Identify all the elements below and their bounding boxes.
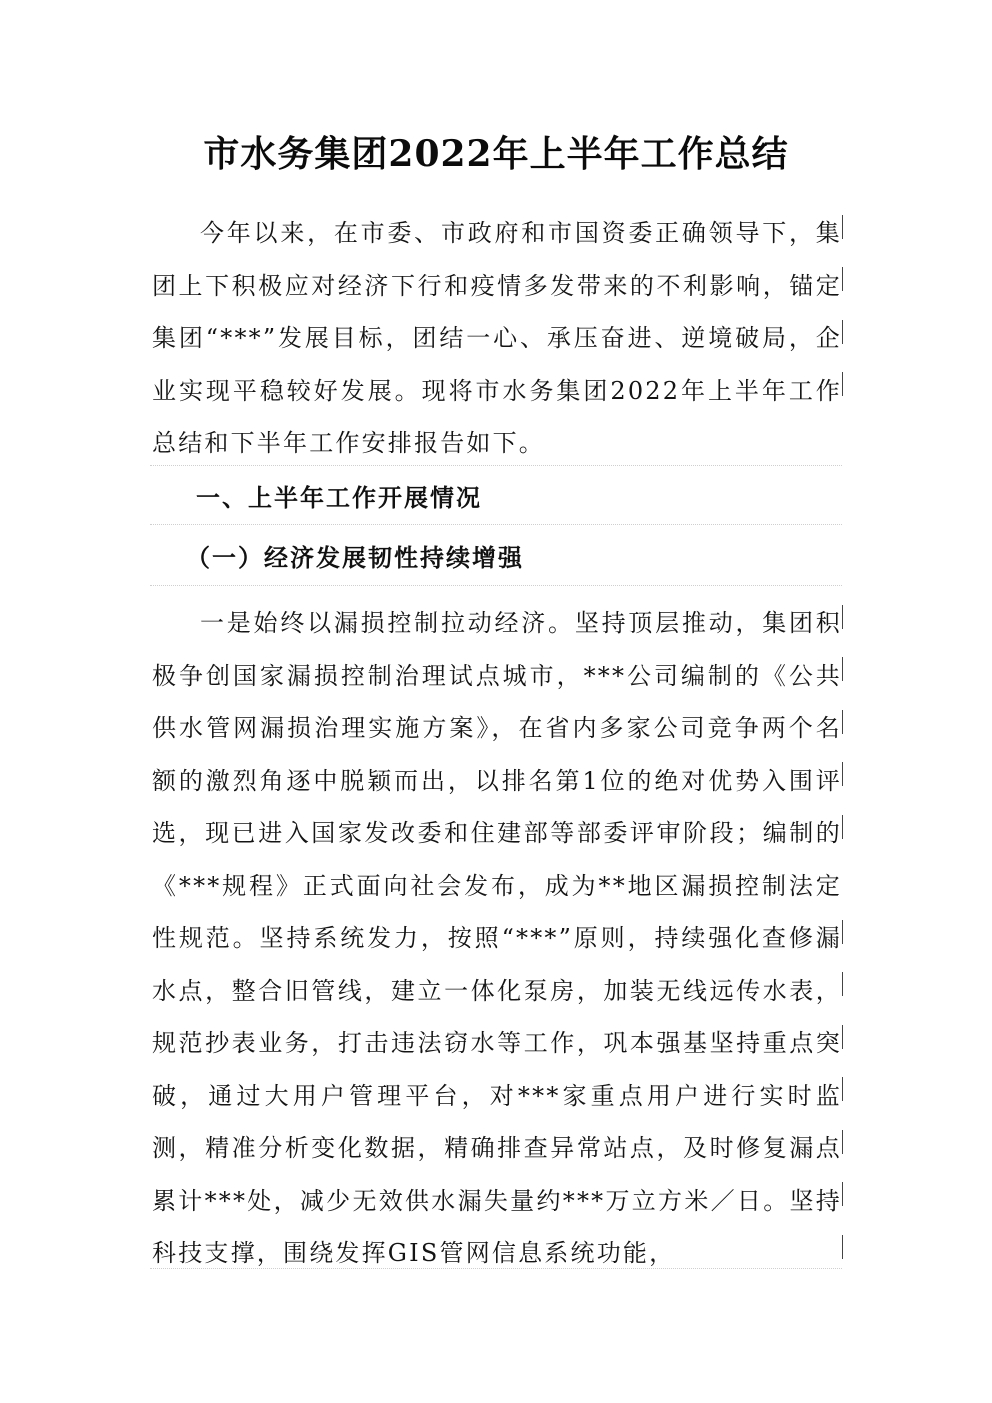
right-margin-marks xyxy=(842,215,844,1265)
margin-tick xyxy=(842,1077,843,1101)
margin-tick xyxy=(842,762,843,786)
body-paragraph: 一是始终以漏损控制拉动经济。坚持顶层推动，集团积极争创国家漏损控制治理试点城市，***公司编制的《公共供水管网漏损治理实施方案》，在省内多家公司竞争两个名额的激烈角逐中脱颖而出，以排名第1位的绝对优势入围评选，现已进入国家发改委和住建部等部委评审阶段；编制的《***规程》正式面向社会发布，成为**地区漏损控制法定性规范。坚持系统发力，按照“***”原则，持续强化查修漏水点，整合旧管线，建立一体化泵房，加装无线远传水表，规范抄表业务，打击违法窃水等工作，巩本强基坚持重点突破，通过大用户管理平台，对***家重点用户进行实时监测，精准分析变化数据，精确排查异常站点，及时修复漏点累计***处，减少无效供水漏失量约***万立方米／日。坚持科技支撑，围绕发挥GIS管网信息系统功能， xyxy=(152,609,842,1267)
page-bottom-divider xyxy=(150,1268,842,1269)
document-title: 市水务集团2022年上半年工作总结 xyxy=(203,133,789,175)
margin-tick xyxy=(842,1235,843,1259)
margin-tick xyxy=(842,972,843,996)
section-divider xyxy=(150,465,842,466)
margin-tick xyxy=(842,1025,843,1049)
section-divider xyxy=(150,524,842,525)
margin-tick xyxy=(842,710,843,734)
margin-tick xyxy=(842,320,843,344)
intro-paragraph: 今年以来，在市委、市政府和市国资委正确领导下，集团上下积极应对经济下行和疫情多发带来的不利影响，锚定集团“***”发展目标，团结一心、承压奋进、逆境破局，企业实现平稳较好发展。现将市水务集团2022年上半年工作总结和下半年工作安排报告如下。 xyxy=(152,219,842,457)
margin-tick xyxy=(842,215,843,239)
section-divider xyxy=(150,585,842,586)
margin-tick xyxy=(842,1182,843,1206)
section-heading: 一、上半年工作开展情况 xyxy=(196,484,482,512)
margin-tick xyxy=(842,605,843,629)
margin-tick xyxy=(842,267,843,291)
margin-tick xyxy=(842,657,843,681)
subsection-heading: （一）经济发展韧性持续增强 xyxy=(186,544,524,572)
margin-tick xyxy=(842,1130,843,1154)
margin-tick xyxy=(842,372,843,396)
margin-tick xyxy=(842,920,843,944)
margin-tick xyxy=(842,815,843,839)
